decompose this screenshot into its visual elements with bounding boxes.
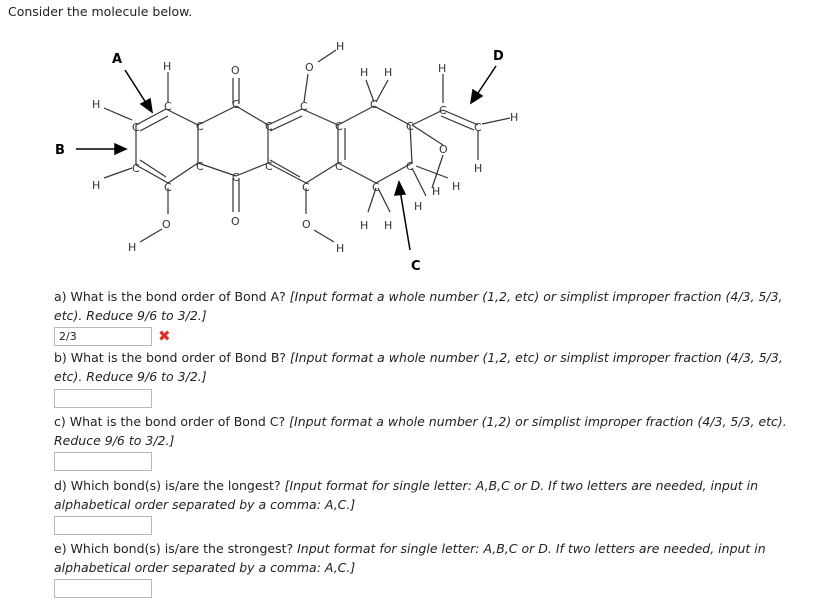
question-e-text: e) Which bond(s) is/are the strongest? (54, 541, 294, 556)
atom-h: H (92, 179, 101, 192)
atom-h: H (474, 162, 483, 175)
atom-h: H (414, 200, 423, 213)
atom-c: C (300, 100, 308, 113)
atom-c: C (164, 100, 172, 113)
atom-h: H (336, 242, 345, 255)
atom-c: C (265, 160, 273, 173)
atom-c: C (232, 171, 240, 184)
atom-c: C (265, 120, 273, 133)
atom-h: H (92, 98, 101, 111)
atom-h: H (360, 66, 369, 79)
answer-c-input[interactable] (54, 452, 152, 471)
atom-c: C (132, 121, 140, 134)
atom-h: H (452, 180, 461, 193)
answer-e-input[interactable] (54, 579, 152, 598)
atom-h: H (510, 111, 519, 124)
bond-label-c: C (411, 259, 421, 274)
molecule-diagram (0, 0, 818, 290)
atom-c: C (372, 181, 380, 194)
atom-o: O (439, 143, 448, 156)
atom-c: C (335, 120, 343, 133)
atom-h: H (432, 185, 441, 198)
bond-label-d: D (493, 49, 504, 64)
atom-h: H (384, 219, 393, 232)
atom-c: C (370, 98, 378, 111)
atom-h: H (128, 241, 137, 254)
atom-o: O (231, 64, 240, 77)
atom-o: O (162, 218, 171, 231)
question-c-hint: [Input format a whole number (1,2) or simplist improper fraction (4/3, 5/3, etc). Reduce 9/6 to 3/2.] (54, 414, 787, 448)
question-b-text: b) What is the bond order of Bond B? (54, 350, 287, 365)
atom-c: C (406, 120, 414, 133)
atom-labels (92, 40, 518, 255)
atom-c: C (132, 162, 140, 175)
question-c-text: c) What is the bond order of Bond C? (54, 414, 286, 429)
answer-b-input[interactable] (54, 389, 152, 408)
incorrect-icon: ✖ (158, 327, 171, 345)
question-e-hint: Input format for single letter: A,B,C or D. If two letters are needed, input in alphabetical order separated by a comma: A,C.] (54, 541, 766, 575)
atom-c: C (196, 160, 204, 173)
question-d-hint: [Input format for single letter: A,B,C or D. If two letters are needed, input in alphabetical order separated by a comma: A,C.] (54, 478, 759, 512)
atom-o: O (302, 218, 311, 231)
atom-c: C (406, 160, 414, 173)
atom-c: C (196, 120, 204, 133)
atom-h: H (360, 219, 369, 232)
bond-label-a: A (112, 52, 123, 67)
bond-label-b: B (55, 143, 65, 158)
question-c (54, 412, 804, 450)
atom-c: C (232, 98, 240, 111)
atom-h: H (438, 62, 447, 75)
atom-h: H (384, 66, 393, 79)
question-b (54, 348, 804, 386)
question-a (54, 287, 804, 325)
answer-d-input[interactable] (54, 516, 152, 535)
intro-text: Consider the molecule below. (8, 4, 193, 19)
atom-c: C (439, 104, 447, 117)
atom-h: H (163, 60, 172, 73)
atom-c: C (335, 160, 343, 173)
answer-a-input[interactable] (54, 327, 152, 346)
atom-o: O (231, 215, 240, 228)
atom-c: C (302, 181, 310, 194)
question-e (54, 539, 804, 577)
question-d (54, 476, 804, 514)
atom-o: O (305, 61, 314, 74)
question-a-text: a) What is the bond order of Bond A? (54, 289, 286, 304)
atom-c: C (164, 181, 172, 194)
question-a-hint: [Input format a whole number (1,2, etc) or simplist improper fraction (4/3, 5/3, etc). Reduce 9/6 to 3/2.] (54, 289, 783, 323)
question-b-hint: [Input format a whole number (1,2, etc) or simplist improper fraction (4/3, 5/3, etc). Reduce 9/6 to 3/2.] (54, 350, 783, 384)
atom-h: H (336, 40, 345, 53)
atom-c: C (474, 121, 482, 134)
question-d-text: d) Which bond(s) is/are the longest? (54, 478, 281, 493)
